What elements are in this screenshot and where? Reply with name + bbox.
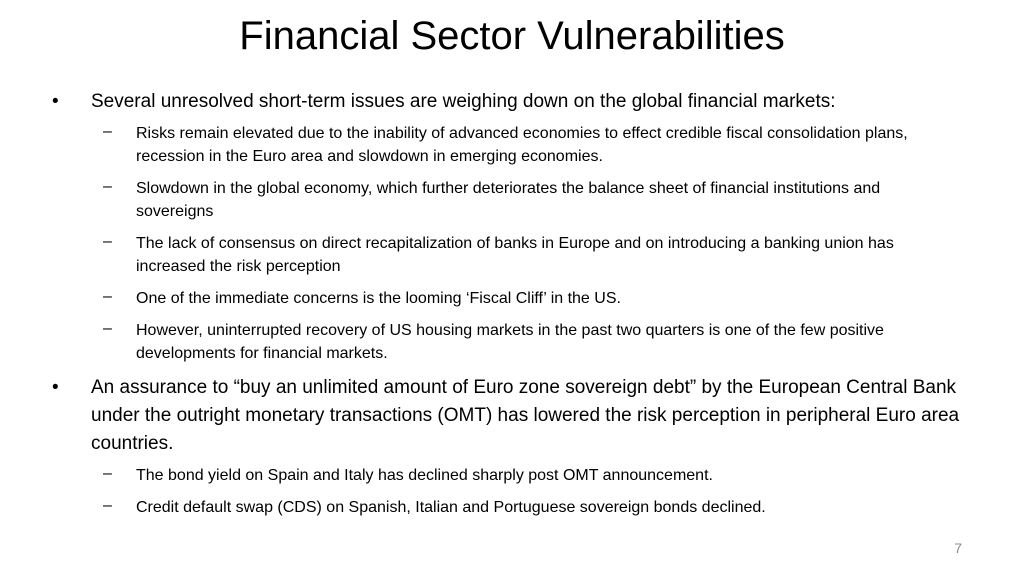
sub-point-1-2 bbox=[50, 177, 970, 223]
dash-icon: – bbox=[103, 465, 112, 482]
sub-point-2-1 bbox=[50, 464, 970, 487]
bullet-point-2-text: An assurance to “buy an unlimited amount of Euro zone sovereign debt” by the European Central Bank under the outright monetary transactions (OMT) has lowered the risk perception in peripheral Euro area countries. bbox=[91, 377, 960, 454]
dash-icon: – bbox=[103, 288, 112, 305]
sub-point-1-5 bbox=[50, 319, 970, 365]
dash-icon: – bbox=[103, 497, 112, 514]
bullet-icon: • bbox=[52, 91, 59, 112]
sub-point-text: The bond yield on Spain and Italy has declined sharply post OMT announcement. bbox=[136, 467, 713, 484]
sub-point-1-1 bbox=[50, 122, 970, 168]
page-number: 7 bbox=[954, 540, 962, 556]
sub-point-text: Risks remain elevated due to the inability of advanced economies to effect credible fiscal consolidation plans, recession in the Euro area and slowdown in emerging economies. bbox=[136, 125, 908, 165]
sub-point-text: Slowdown in the global economy, which further deteriorates the balance sheet of financial institutions and sovereigns bbox=[136, 180, 881, 220]
dash-icon: – bbox=[103, 123, 112, 140]
dash-icon: – bbox=[103, 178, 112, 195]
dash-icon: – bbox=[103, 233, 112, 250]
bullet-point-2 bbox=[50, 374, 970, 458]
sub-point-2-2 bbox=[50, 496, 970, 519]
slide-content bbox=[50, 88, 970, 528]
bullet-icon: • bbox=[52, 377, 59, 398]
sub-point-1-3 bbox=[50, 232, 970, 278]
dash-icon: – bbox=[103, 320, 112, 337]
bullet-point-1 bbox=[50, 88, 970, 116]
slide-title: Financial Sector Vulnerabilities bbox=[239, 14, 785, 58]
sub-point-text: Credit default swap (CDS) on Spanish, Italian and Portuguese sovereign bonds declined. bbox=[136, 499, 766, 516]
sub-point-text: However, uninterrupted recovery of US housing markets in the past two quarters is one of the few positive developments for financial markets. bbox=[136, 322, 884, 362]
sub-point-text: One of the immediate concerns is the looming ‘Fiscal Cliff’ in the US. bbox=[136, 290, 621, 307]
sub-point-text: The lack of consensus on direct recapitalization of banks in Europe and on introducing a banking union has increased the risk perception bbox=[136, 235, 894, 275]
sub-point-1-4 bbox=[50, 287, 970, 310]
bullet-point-1-text: Several unresolved short-term issues are weighing down on the global financial markets: bbox=[91, 91, 836, 112]
